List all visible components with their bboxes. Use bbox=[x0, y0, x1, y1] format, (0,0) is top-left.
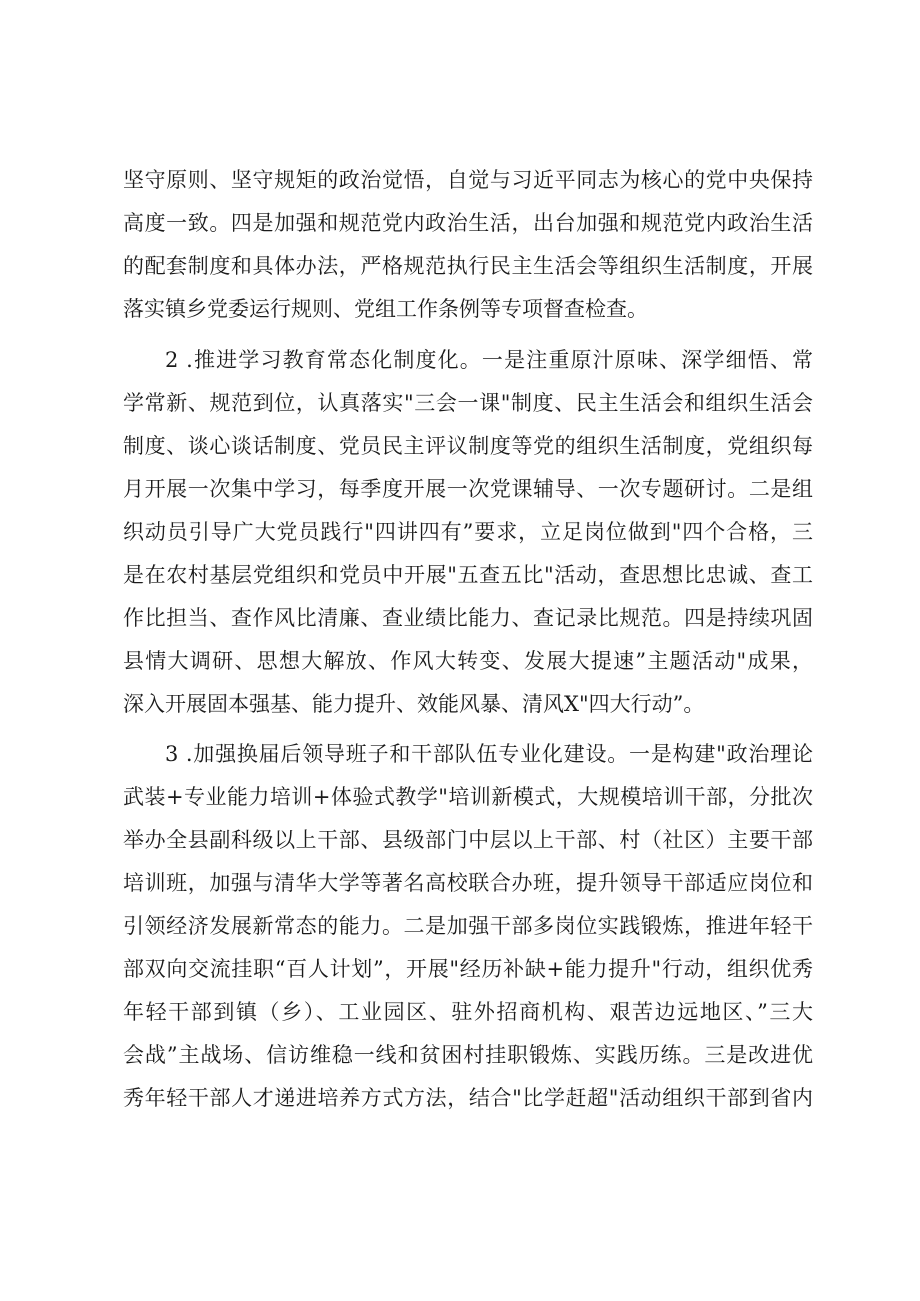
text-line: 学常新、规范到位，认真落实"三会一课"制度、民主生活会和组织生活会 bbox=[123, 391, 813, 415]
text-line: 月开展一次集中学习，每季度开展一次党课辅导、一次专题研讨。二是组 bbox=[123, 477, 813, 501]
text-line: 是在农村基层党组织和党员中开展"五查五比"活动，查思想比忠诚、查工 bbox=[123, 563, 813, 587]
text-line: 县情大调研、思想大解放、作风大转变、发展大提速”主题活动"成果， bbox=[123, 649, 813, 673]
text-line: 制度、谈心谈话制度、党员民主评议制度等党的组织生活制度，党组织每 bbox=[123, 434, 813, 458]
section-heading-line: 3 .加强换届后领导班子和干部队伍专业化建设。一是构建"政治理论 bbox=[165, 742, 813, 766]
text-line: 举办全县副科级以上干部、县级部门中层以上干部、村（社区）主要干部 bbox=[123, 828, 813, 852]
text-line: 秀年轻干部人才递进培养方式方法，结合"比学赶超"活动组织干部到省内 bbox=[123, 1086, 813, 1110]
text-line: 年轻干部到镇（乡）、工业园区、驻外招商机构、艰苦边远地区、”三大 bbox=[123, 1000, 813, 1024]
section-heading-line: 2 .推进学习教育常态化制度化。一是注重原汁原味、深学细悟、常 bbox=[165, 348, 813, 372]
text-line: 武装+专业能力培训+体验式教学"培训新模式，大规模培训干部，分批次 bbox=[123, 785, 813, 809]
text-line: 织动员引导广大党员践行"四讲四有”要求，立足岗位做到"四个合格，三 bbox=[123, 520, 813, 544]
text-line: 会战”主战场、信访维稳一线和贫困村挂职锻炼、实践历练。三是改进优 bbox=[123, 1043, 813, 1067]
text-line: 的配套制度和具体办法，严格规范执行民主生活会等组织生活制度，开展 bbox=[123, 254, 813, 278]
text-line: 落实镇乡党委运行规则、党组工作条例等专项督查检查。 bbox=[123, 297, 648, 321]
text-line: 部双向交流挂职“百人计划”，开展"经历补缺+能力提升"行动，组织优秀 bbox=[123, 957, 813, 981]
text-line: 引领经济发展新常态的能力。二是加强干部多岗位实践锻炼，推进年轻干 bbox=[123, 914, 813, 938]
text-line: 坚守原则、坚守规矩的政治觉悟，自觉与习近平同志为核心的党中央保持 bbox=[123, 168, 813, 192]
text-line: 培训班，加强与清华大学等著名高校联合办班，提升领导干部适应岗位和 bbox=[123, 871, 813, 895]
text-line: 深入开展固本强基、能力提升、效能风暴、清风X"四大行动”。 bbox=[123, 692, 705, 716]
text-line: 作比担当、查作风比清廉、查业绩比能力、查记录比规范。四是持续巩固 bbox=[123, 606, 813, 630]
text-line: 高度一致。四是加强和规范党内政治生活，出台加强和规范党内政治生活 bbox=[123, 211, 813, 235]
